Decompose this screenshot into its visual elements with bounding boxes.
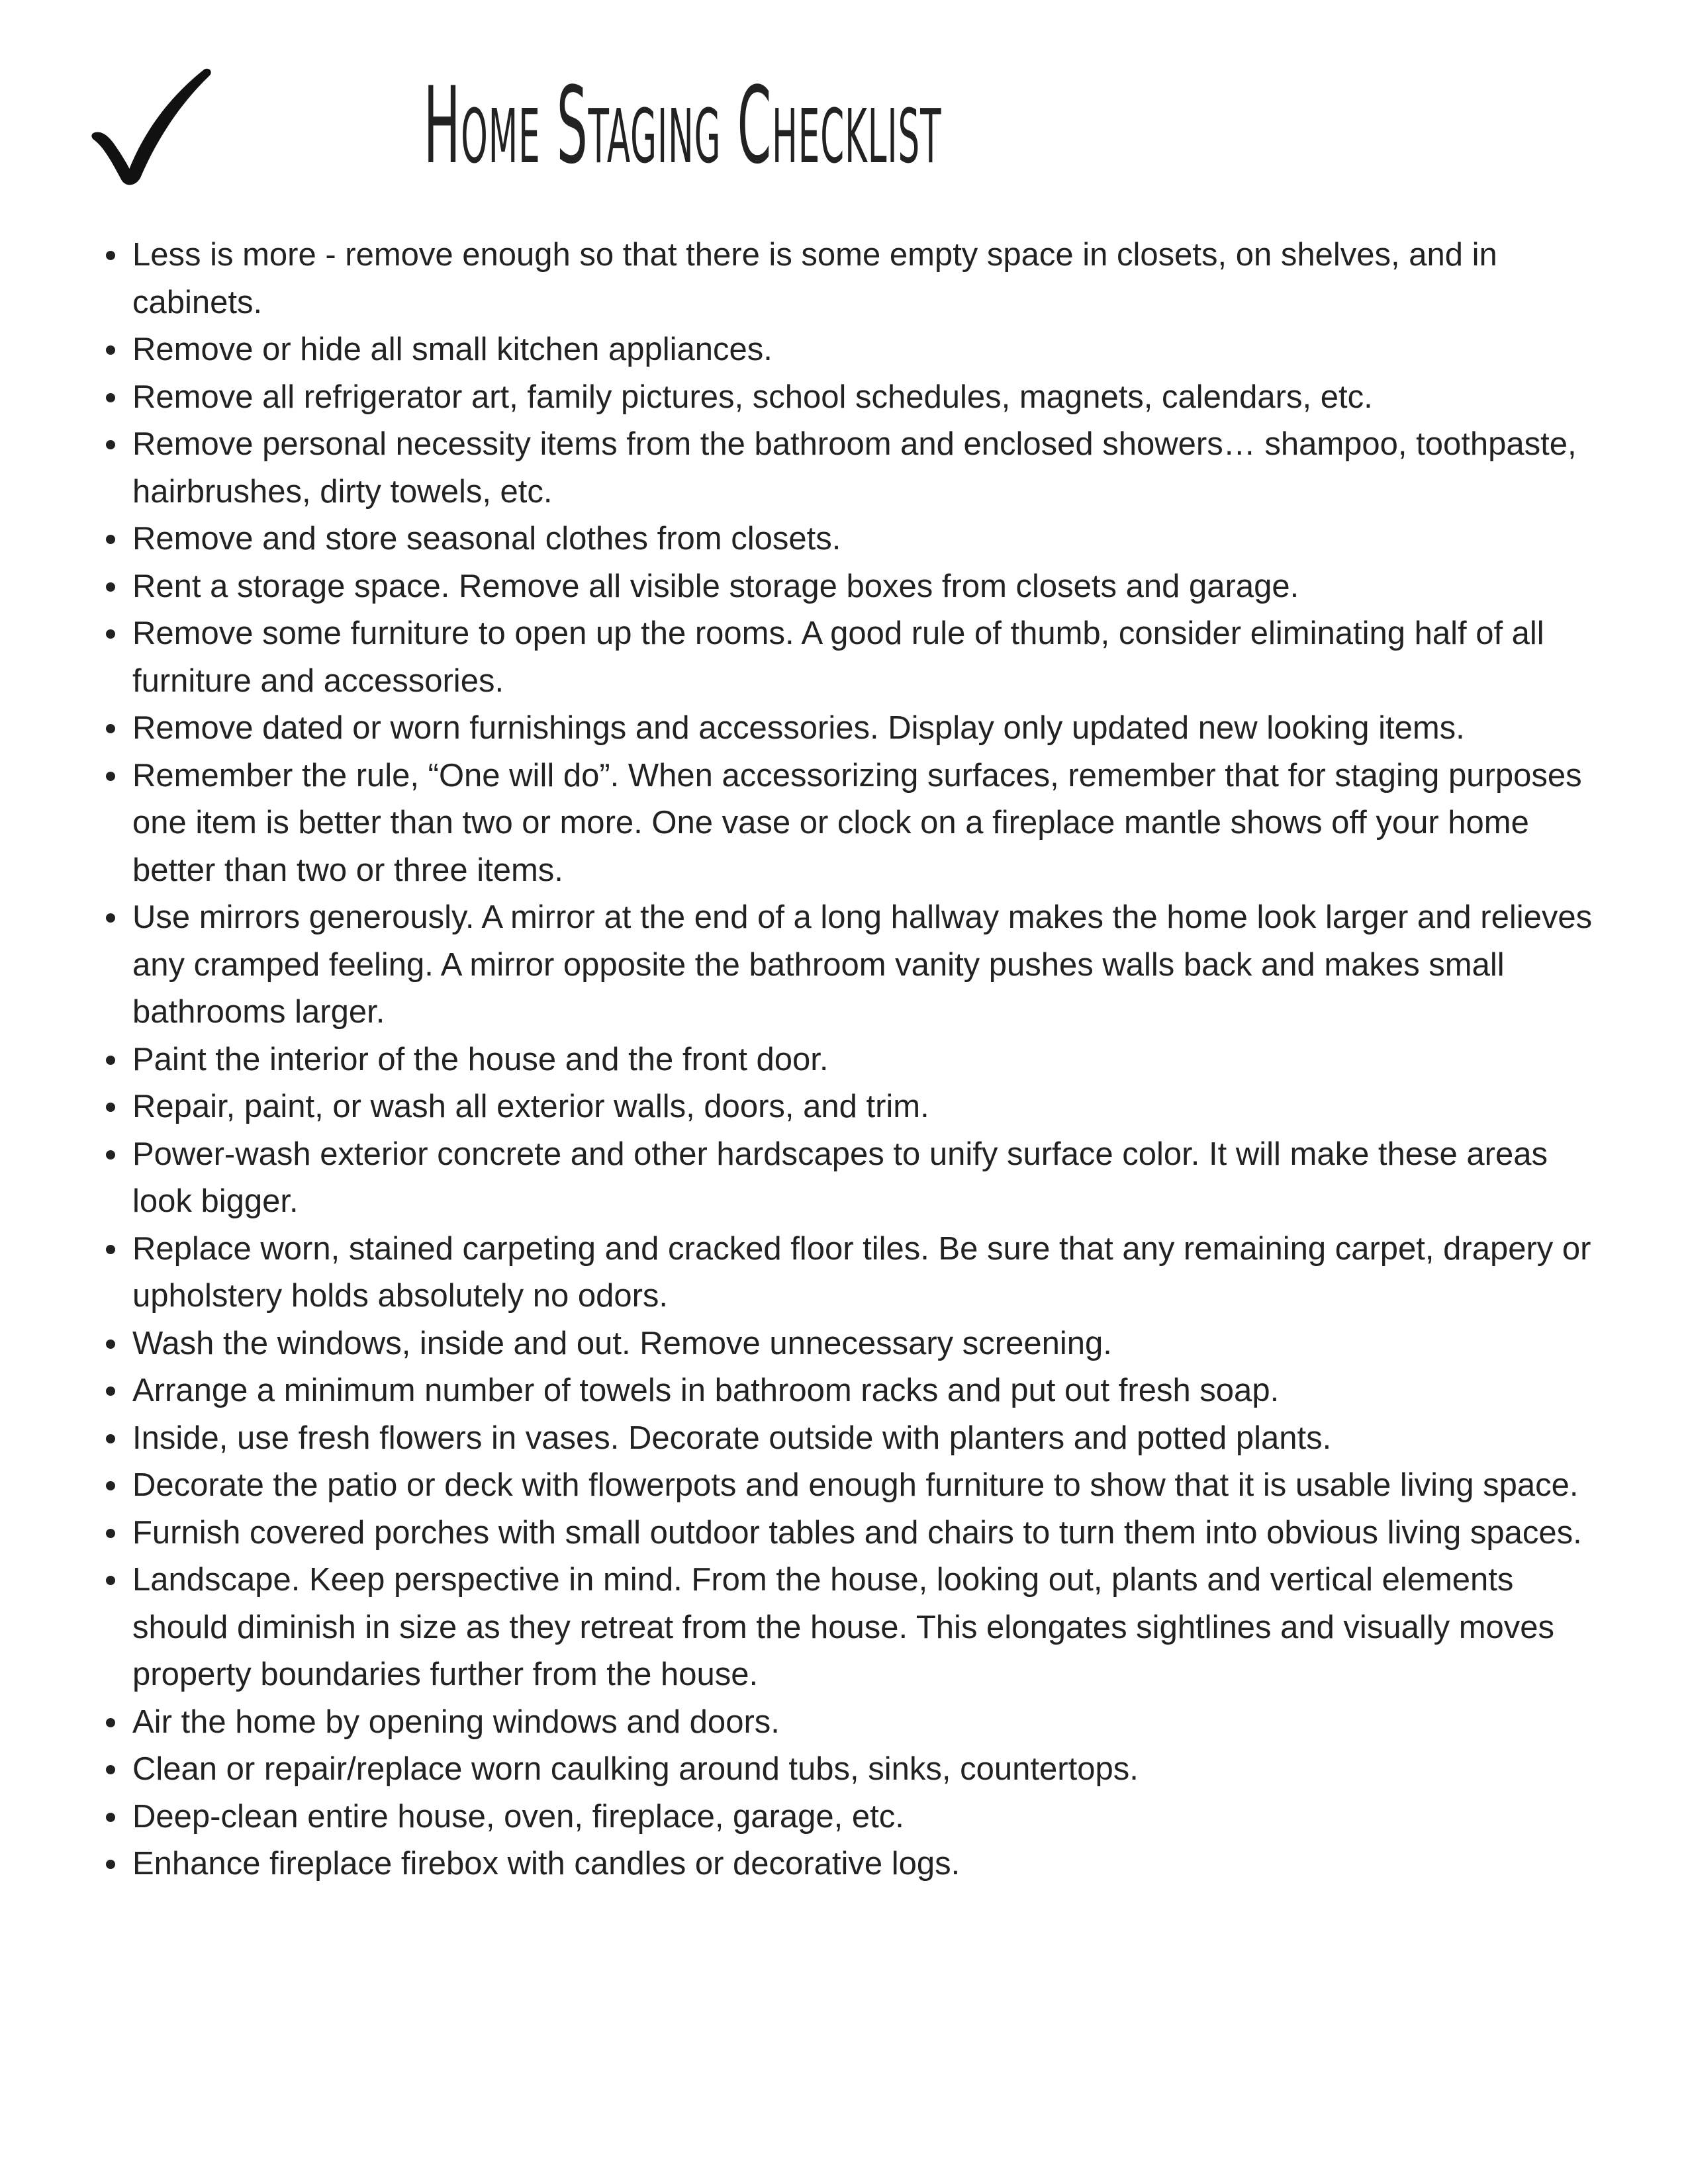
page-title: Home Staging Checklist bbox=[424, 64, 942, 187]
list-item: Remember the rule, “One will do”. When accessorizing surfaces, remember that for staging purposes one item is better than two or more. One vase or clock on a fireplace mantle shows off your home better than two or three items. bbox=[132, 752, 1602, 895]
list-item: Inside, use fresh flowers in vases. Decorate outside with planters and potted plants. bbox=[132, 1415, 1602, 1463]
list-item: Remove some furniture to open up the rooms. A good rule of thumb, consider eliminating half of all furniture and accessories. bbox=[132, 610, 1602, 705]
list-item: Clean or repair/replace worn caulking around tubs, sinks, countertops. bbox=[132, 1746, 1602, 1794]
list-item: Remove dated or worn furnishings and accessories. Display only updated new looking items. bbox=[132, 705, 1602, 752]
list-item: Use mirrors generously. A mirror at the end of a long hallway makes the home look larger and relieves any cramped feeling. A mirror opposite the bathroom vanity pushes walls back and makes small bathrooms larger. bbox=[132, 894, 1602, 1036]
list-item: Enhance fireplace firebox with candles or decorative logs. bbox=[132, 1841, 1602, 1888]
list-item: Remove and store seasonal clothes from closets. bbox=[132, 516, 1602, 563]
list-item: Rent a storage space. Remove all visible storage boxes from closets and garage. bbox=[132, 563, 1602, 611]
checklist bbox=[132, 232, 1602, 1888]
list-item: Remove all refrigerator art, family pictures, school schedules, magnets, calendars, etc. bbox=[132, 374, 1602, 422]
list-item: Decorate the patio or deck with flowerpots and enough furniture to show that it is usable living space. bbox=[132, 1462, 1602, 1510]
list-item: Paint the interior of the house and the front door. bbox=[132, 1036, 1602, 1084]
list-item: Remove or hide all small kitchen appliances. bbox=[132, 326, 1602, 374]
list-item: Deep-clean entire house, oven, fireplace, garage, etc. bbox=[132, 1794, 1602, 1841]
list-item: Replace worn, stained carpeting and cracked floor tiles. Be sure that any remaining carpet, drapery or upholstery holds absolutely no odors. bbox=[132, 1226, 1602, 1320]
list-item: Repair, paint, or wash all exterior walls, doors, and trim. bbox=[132, 1083, 1602, 1131]
list-item: Air the home by opening windows and doors. bbox=[132, 1699, 1602, 1747]
list-item: Power-wash exterior concrete and other hardscapes to unify surface color. It will make these areas look bigger. bbox=[132, 1131, 1602, 1226]
list-item: Remove personal necessity items from the bathroom and enclosed showers… shampoo, toothpaste, hairbrushes, dirty towels, etc. bbox=[132, 421, 1602, 516]
list-item: Furnish covered porches with small outdoor tables and chairs to turn them into obvious living spaces. bbox=[132, 1510, 1602, 1557]
list-item: Arrange a minimum number of towels in bathroom racks and put out fresh soap. bbox=[132, 1367, 1602, 1415]
checkmark-icon bbox=[89, 63, 218, 192]
list-item: Less is more - remove enough so that there is some empty space in closets, on shelves, and in cabinets. bbox=[132, 232, 1602, 326]
list-item: Wash the windows, inside and out. Remove unnecessary screening. bbox=[132, 1320, 1602, 1368]
list-item: Landscape. Keep perspective in mind. From the house, looking out, plants and vertical elements should diminish in size as they retreat from the house. This elongates sightlines and visually moves property boundaries further from the house. bbox=[132, 1557, 1602, 1699]
